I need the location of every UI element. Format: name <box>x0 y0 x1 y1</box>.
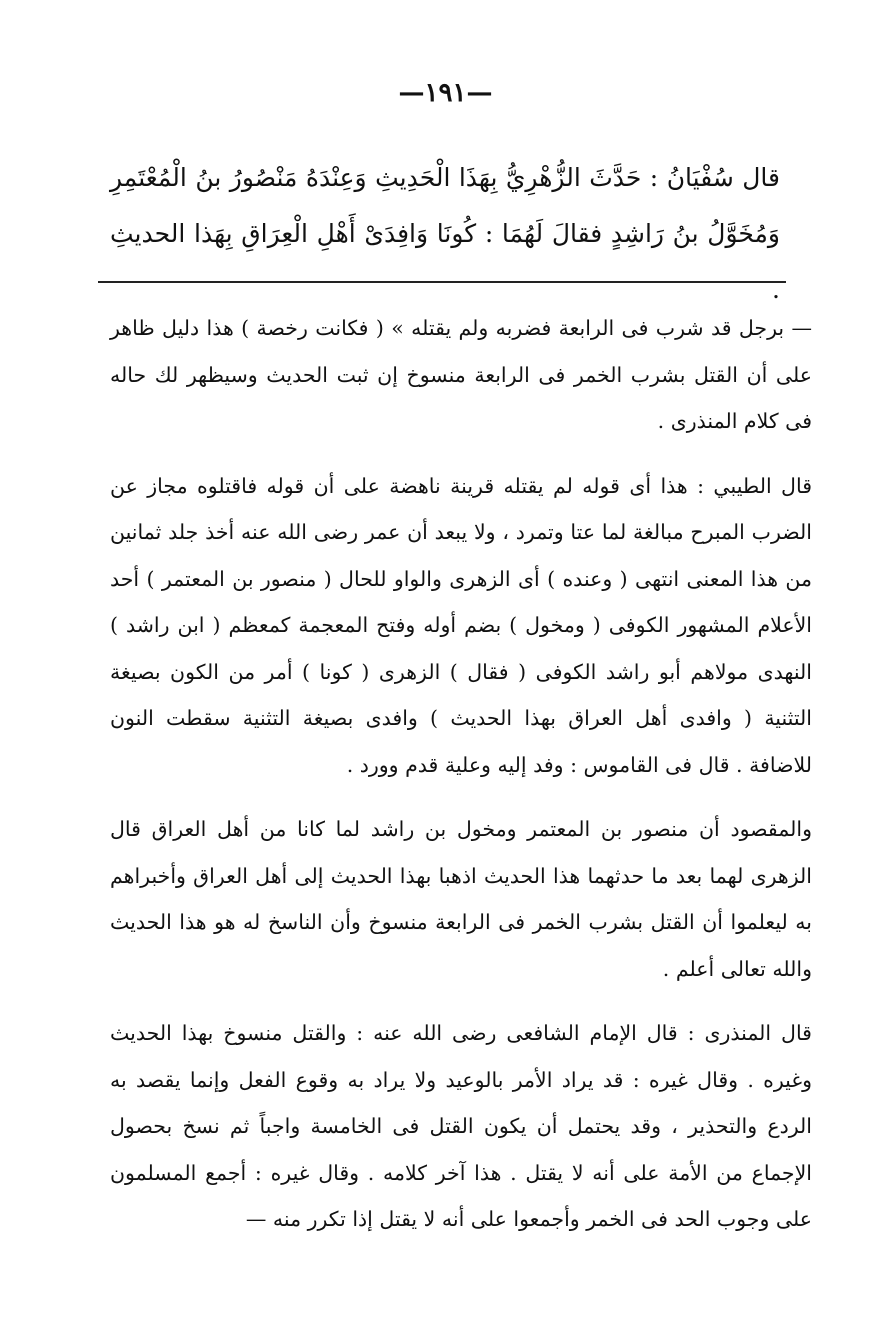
commentary-paragraph: والمقصود أن منصور بن المعتمر ومخول بن راشد لما كانا من أهل العراق قال الزهرى لهما بعد ما حدثهما هذا الحديث اذهبا بهذا الحديث إلى أهل العراق وأخبراهم به ليعلموا أن القتل بشرب الخمر فى الرابعة منسوخ وأن الناسخ له هو هذا الحديث والله تعالى أعلم . <box>110 817 812 981</box>
page-number: —١٩١— <box>398 78 493 108</box>
hadith-text: قال سُفْيَانُ : حَدَّثَ الزُّهْرِيُّ بِهَذَا الْحَدِيثِ وَعِنْدَهُ مَنْصُورُ بنُ الْمُعْتَمِرِ وَمُخَوَّلُ بنُ رَاشِدٍ فقالَ لَهُمَا : كُونَا وَافِدَىْ أَهْلِ الْعِرَاقِ بِهَذا الحديثِ . <box>110 163 780 304</box>
separator-rule <box>98 281 786 283</box>
commentary-paragraph: قال الطيبي : هذا أى قوله لم يقتله قرينة ناهضة على أن قوله فاقتلوه مجاز عن الضرب المبرح مبالغة لما عتا وتمرد ، ولا يبعد أن عمر رضى الله عنه أخذ جلد ثمانين من هذا المعنى انتهى ( وعنده ) أى الزهرى والواو للحال ( منصور بن المعتمر ) أحد الأعلام المشهور الكوفى ( ومخول ) بضم أوله وفتح المعجمة كمعظم ( ابن راشد ) النهدى مولاهم أبو راشد الكوفى ( فقال ) الزهرى ( كونا ) أمر من الكون بصيغة التثنية ( وافدى أهل العراق بهذا الحديث ) وافدى بصيغة التثنية سقطت النون للاضافة . قال فى القاموس : وفد إليه وعلية قدم وورد . <box>110 473 812 777</box>
commentary-paragraph: — برجل قد شرب فى الرابعة فضربه ولم يقتله » ( فكانت رخصة ) هذا دليل ظاهر على أن القتل بشرب الخمر فى الرابعة منسوخ إن ثبت الحديث وسيظهر لك حاله فى كلام المنذرى . <box>110 316 812 433</box>
commentary-section <box>110 305 812 1243</box>
commentary-paragraph: قال المنذرى : قال الإمام الشافعى رضى الله عنه : والقتل منسوخ بهذا الحديث وغيره . وقال غيره : قد يراد الأمر بالوعيد ولا يراد به وقوع الفعل وإنما يقصد به الردع والتحذير ، وقد يحتمل أن يكون القتل فى الخامسة واجباً ثم نسخ بحصول الإجماع من الأمة على أنه لا يقتل . هذا آخر كلامه . وقال غيره : أجمع المسلمون على وجوب الحد فى الخمر وأجمعوا على أنه لا يقتل إذا تكرر منه — <box>110 1021 812 1231</box>
